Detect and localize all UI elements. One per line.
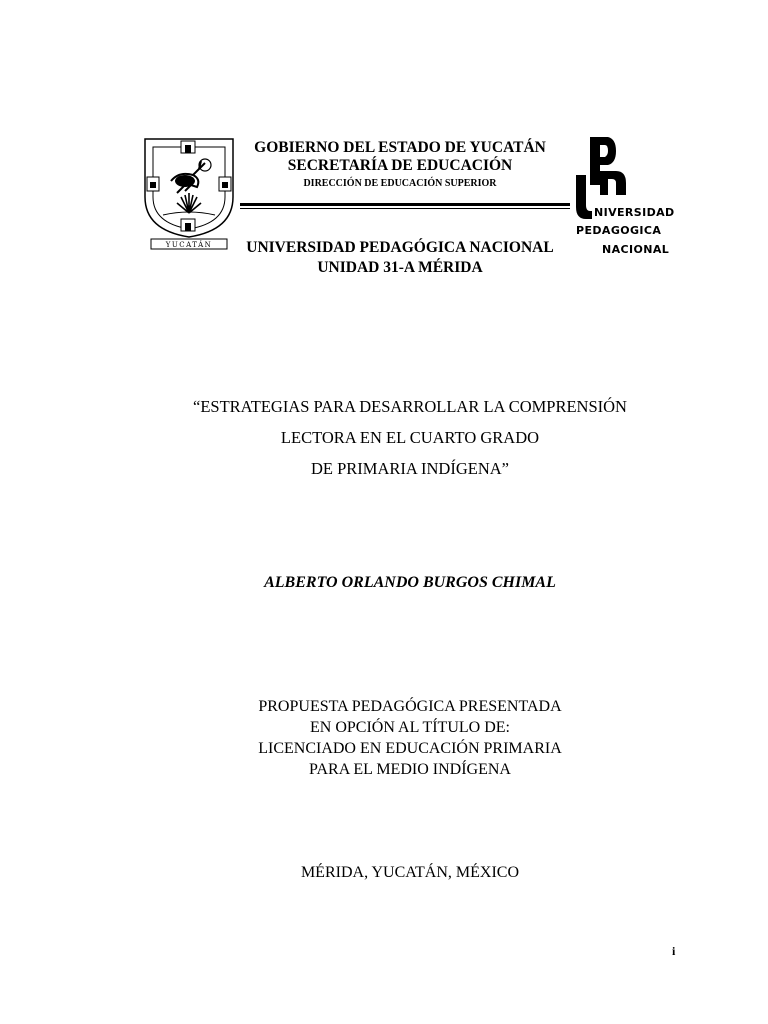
header-secretariat: SECRETARÍA DE EDUCACIÓN bbox=[287, 157, 513, 174]
header-government: GOBIERNO DEL ESTADO DE YUCATÁN bbox=[254, 139, 546, 156]
thesis-title-line3: DE PRIMARIA INDÍGENA” bbox=[311, 459, 509, 478]
upn-logo-word1: NIVERSIDAD bbox=[594, 206, 675, 219]
author-name: ALBERTO ORLANDO BURGOS CHIMAL bbox=[264, 574, 556, 591]
crest-label: YUCATÁN bbox=[165, 241, 213, 249]
proposal-line3: LICENCIADO EN EDUCACIÓN PRIMARIA bbox=[258, 740, 562, 757]
thesis-title-line2: LECTORA EN EL CUARTO GRADO bbox=[280, 428, 540, 447]
thesis-title-line1: “ESTRATEGIAS PARA DESARROLLAR LA COMPRENSIÓN bbox=[193, 397, 627, 416]
yucatan-coat-of-arms bbox=[141, 135, 237, 251]
upn-logo-word3: NACIONAL bbox=[602, 243, 670, 256]
proposal-line1: PROPUESTA PEDAGÓGICA PRESENTADA bbox=[258, 698, 562, 715]
proposal-line4: PARA EL MEDIO INDÍGENA bbox=[309, 761, 511, 778]
upn-logo-word2: PEDAGOGICA bbox=[576, 224, 662, 237]
upn-logo bbox=[572, 135, 684, 260]
header-rule-thick bbox=[240, 203, 570, 206]
header-rule-thin bbox=[240, 208, 570, 209]
header-unit: UNIDAD 31-A MÉRIDA bbox=[317, 259, 483, 276]
header-university: UNIVERSIDAD PEDAGÓGICA NACIONAL bbox=[246, 239, 554, 256]
page-number: i bbox=[672, 944, 676, 958]
place: MÉRIDA, YUCATÁN, MÉXICO bbox=[300, 864, 520, 881]
proposal-line2: EN OPCIÓN AL TÍTULO DE: bbox=[310, 719, 510, 736]
header-direction: DIRECCIÓN DE EDUCACIÓN SUPERIOR bbox=[303, 178, 497, 189]
